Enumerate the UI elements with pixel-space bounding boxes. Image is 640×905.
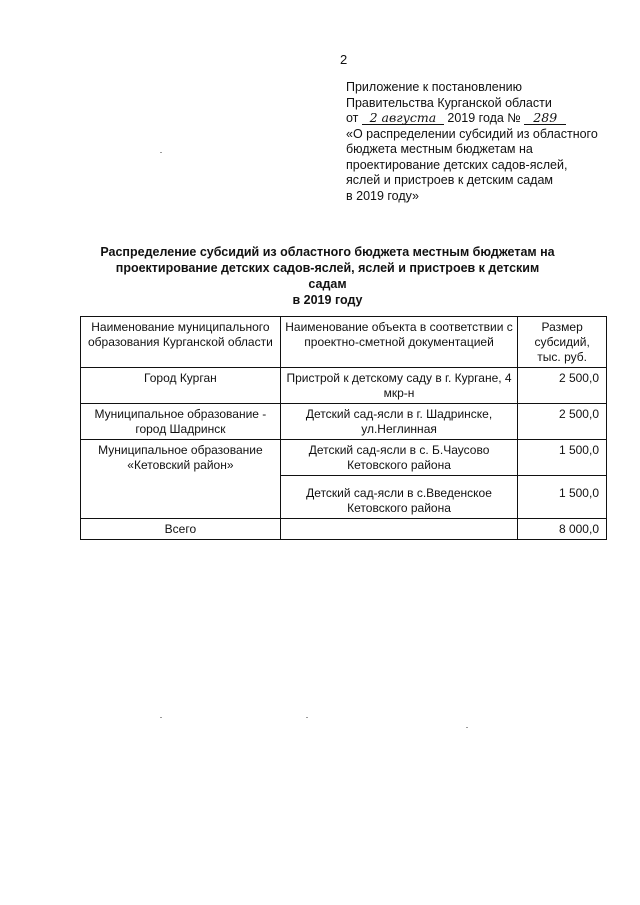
- cell-object: Детский сад-ясли в с.Введенское Кетовского района: [280, 476, 517, 519]
- scan-speck: [160, 152, 162, 153]
- cell-municipality-empty: [81, 476, 281, 519]
- scan-speck: [306, 717, 308, 718]
- appendix-line-2: Правительства Курганской области: [346, 95, 552, 110]
- header-amount: Размер субсидий, тыс. руб.: [518, 317, 607, 368]
- appendix-quote-line-2: бюджета местным бюджетам на: [346, 142, 533, 156]
- appendix-quote-line-3: проектирование детских садов-яслей,: [346, 157, 568, 172]
- cell-municipality: Муниципальное образование - город Шадринск: [81, 404, 281, 440]
- cell-municipality: Город Курган: [81, 368, 281, 404]
- total-label: Всего: [81, 519, 281, 540]
- table-row: [81, 440, 607, 476]
- scan-speck: [160, 717, 162, 718]
- total-object-empty: [280, 519, 517, 540]
- document-title: [100, 244, 555, 308]
- cell-municipality: Муниципальное образование «Кетовский район»: [81, 440, 281, 476]
- cell-amount: 1 500,0: [518, 476, 607, 519]
- table-row: [81, 368, 607, 404]
- table-total-row: [81, 519, 607, 540]
- appendix-quote-line-4: яслей и пристроев к детским садам: [346, 173, 553, 187]
- title-line-2: проектирование детских садов-яслей, яслей и пристроев к детским садам: [115, 261, 540, 291]
- appendix-block: [346, 80, 616, 204]
- appendix-quote-line-5: в 2019 году»: [346, 188, 419, 203]
- title-line-3: в 2019 году: [292, 293, 363, 307]
- table-header-row: [81, 317, 607, 368]
- table-row: [81, 404, 607, 440]
- cell-amount: 1 500,0: [518, 440, 607, 476]
- handwritten-number: 289: [524, 111, 566, 125]
- header-object: Наименование объекта в соответствии с проектно-сметной документацией: [280, 317, 517, 368]
- handwritten-date: 2 августа: [362, 111, 444, 125]
- cell-object: Детский сад-ясли в г. Шадринске, ул.Неглинная: [280, 404, 517, 440]
- cell-object: Пристрой к детскому саду в г. Кургане, 4 мкр-н: [280, 368, 517, 404]
- cell-amount: 2 500,0: [518, 404, 607, 440]
- appendix-line-1: Приложение к постановлению: [346, 80, 522, 94]
- subsidies-table: [80, 316, 607, 540]
- cell-amount: 2 500,0: [518, 368, 607, 404]
- scan-speck: [466, 727, 468, 728]
- appendix-date-line: [346, 111, 616, 127]
- appendix-quote-line-1: «О распределении субсидий из областного: [346, 126, 598, 141]
- total-amount: 8 000,0: [518, 519, 607, 540]
- date-prefix: от: [346, 111, 359, 125]
- header-municipality: Наименование муниципального образования Курганской области: [81, 317, 281, 368]
- year-text: 2019 года №: [447, 111, 521, 125]
- table-row: [81, 476, 607, 519]
- page-number: 2: [340, 52, 348, 67]
- title-line-1: Распределение субсидий из областного бюджета местным бюджетам на: [100, 245, 555, 259]
- cell-object: Детский сад-ясли в с. Б.Чаусово Кетовского района: [280, 440, 517, 476]
